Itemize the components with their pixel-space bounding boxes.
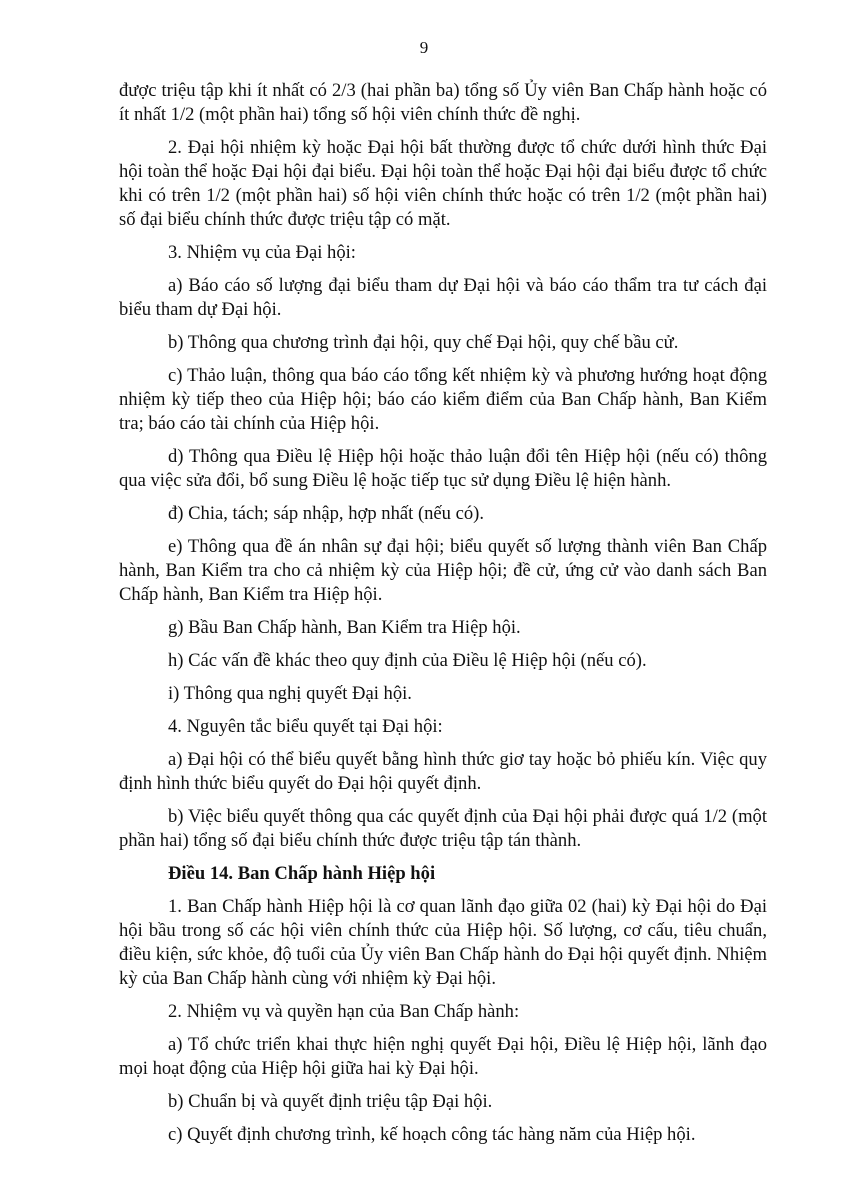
document-body: [119, 79, 767, 1156]
article-heading: Điều 14. Ban Chấp hành Hiệp hội: [168, 863, 436, 884]
paragraph-article-clause-1: 1. Ban Chấp hành Hiệp hội là cơ quan lãnh đạo giữa 02 (hai) kỳ Đại hội do Đại hội bầu trong số các hội viên chính thức của Hiệp hội. Số lượng, cơ cấu, tiêu chuẩn, điều kiện, sức khỏe, độ tuổi của Ủy viên Ban Chấp hành do Đại hội quyết định. Nhiệm kỳ của Ban Chấp hành cùng với nhiệm kỳ Đại hội.: [119, 896, 767, 989]
paragraph-item-i: i) Thông qua nghị quyết Đại hội.: [168, 683, 412, 704]
paragraph-clause-3: 3. Nhiệm vụ của Đại hội:: [168, 242, 356, 263]
paragraph-item-e: e) Thông qua đề án nhân sự đại hội; biểu quyết số lượng thành viên Ban Chấp hành, Ban Kiểm tra cho cả nhiệm kỳ của Hiệp hội; đề cử, ứng cử vào danh sách Ban Chấp hành, Ban Kiểm tra Hiệp hội.: [119, 536, 767, 605]
paragraph-item-h: h) Các vấn đề khác theo quy định của Điều lệ Hiệp hội (nếu có).: [168, 650, 647, 671]
paragraph-clause-2: 2. Đại hội nhiệm kỳ hoặc Đại hội bất thường được tổ chức dưới hình thức Đại hội toàn thể hoặc Đại hội đại biểu. Đại hội toàn thể hoặc Đại hội đại biểu được tổ chức khi có trên 1/2 (một phần hai) số hội viên chính thức hoặc có trên 1/2 (một phần hai) số đại biểu chính thức được triệu tập có mặt.: [119, 137, 767, 230]
paragraph-voting-b: b) Việc biểu quyết thông qua các quyết định của Đại hội phải được quá 1/2 (một phần hai) tổng số đại biểu chính thức được triệu tập tán thành.: [119, 806, 767, 851]
paragraph-item-d: d) Thông qua Điều lệ Hiệp hội hoặc thảo luận đổi tên Hiệp hội (nếu có) thông qua việc sửa đổi, bổ sung Điều lệ hoặc tiếp tục sử dụng Điều lệ hiện hành.: [119, 446, 767, 491]
paragraph-duty-c: c) Quyết định chương trình, kế hoạch công tác hàng năm của Hiệp hội.: [168, 1124, 696, 1145]
paragraph-item-a: a) Báo cáo số lượng đại biểu tham dự Đại hội và báo cáo thẩm tra tư cách đại biểu tham dự Đại hội.: [119, 275, 767, 320]
paragraph-continuation: được triệu tập khi ít nhất có 2/3 (hai phần ba) tổng số Ủy viên Ban Chấp hành hoặc có ít nhất 1/2 (một phần hai) tổng số hội viên chính thức đề nghị.: [119, 80, 767, 125]
paragraph-duty-a: a) Tổ chức triển khai thực hiện nghị quyết Đại hội, Điều lệ Hiệp hội, lãnh đạo mọi hoạt động của Hiệp hội giữa hai kỳ Đại hội.: [119, 1034, 767, 1079]
paragraph-item-b: b) Thông qua chương trình đại hội, quy chế Đại hội, quy chế bầu cử.: [168, 332, 679, 353]
paragraph-item-dd: đ) Chia, tách; sáp nhập, hợp nhất (nếu có).: [168, 503, 485, 524]
paragraph-duty-b: b) Chuẩn bị và quyết định triệu tập Đại hội.: [168, 1091, 493, 1112]
paragraph-voting-a: a) Đại hội có thể biểu quyết bằng hình thức giơ tay hoặc bỏ phiếu kín. Việc quy định hình thức biểu quyết do Đại hội quyết định.: [119, 749, 767, 794]
paragraph-clause-4: 4. Nguyên tắc biểu quyết tại Đại hội:: [168, 716, 443, 737]
paragraph-item-g: g) Bầu Ban Chấp hành, Ban Kiểm tra Hiệp hội.: [168, 617, 521, 638]
paragraph-article-clause-2: 2. Nhiệm vụ và quyền hạn của Ban Chấp hành:: [168, 1001, 520, 1022]
page-number: 9: [419, 38, 429, 57]
paragraph-item-c: c) Thảo luận, thông qua báo cáo tổng kết nhiệm kỳ và phương hướng hoạt động nhiệm kỳ tiếp theo của Hiệp hội; báo cáo kiểm điểm của Ban Chấp hành, Ban Kiểm tra; báo cáo tài chính của Hiệp hội.: [119, 365, 767, 434]
